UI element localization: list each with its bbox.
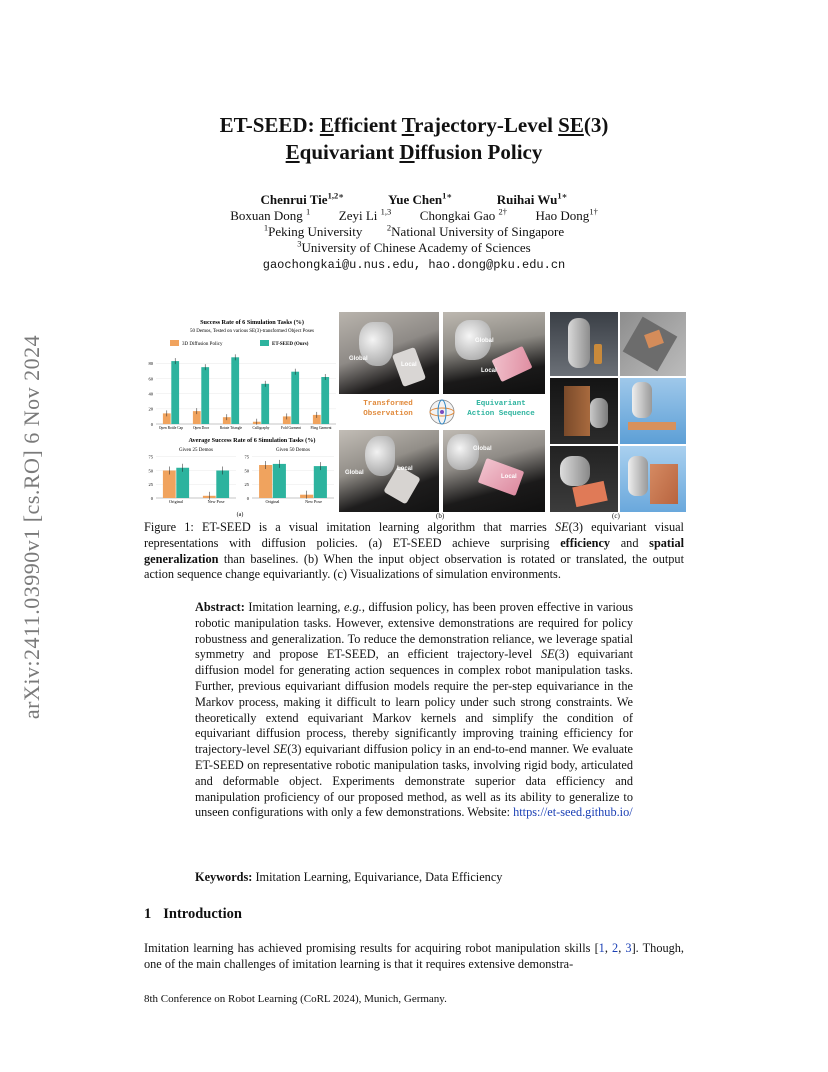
figure-1a-charts [142,312,338,520]
y-tick-label: 80 [148,361,153,367]
author-emails[interactable]: gaochongkai@u.nus.edu, hao.dong@pku.edu.cn [262,258,566,272]
y-tick-label: 0 [150,421,153,427]
bar [321,377,329,424]
bar [216,471,229,499]
paper-title-line1: ET-SEED: Efficient Trajectory-Level SE(3) [219,113,609,137]
bar [261,384,269,424]
author: Chongkai Gao [419,208,496,223]
chart-subtitle: 50 Demos, Tested on various SE(3)-transformed Object Poses [190,329,314,334]
rotation-sphere-icon [427,397,457,427]
x-tick-label: Rotate Triangle [219,426,243,430]
subchart-title: Given 50 Demos [276,448,310,453]
figure-label-a: (a) [236,512,244,518]
legend-label-dp3: 3D Diffusion Policy [182,342,223,347]
y-tick-label: 20 [148,406,153,412]
robot-shape [568,318,590,368]
garment-shape [492,346,533,382]
bar [273,464,286,498]
x-tick-label: Open Bottle Cap [158,426,184,430]
env-photo-3 [550,378,618,444]
y-tick-label: 75 [148,454,153,460]
env-photo-1 [550,312,618,376]
keywords: Keywords: Imitation Learning, Equivariance, Data Efficiency [195,870,503,884]
equivariant-action-label: Equivariant Action Sequence [467,400,535,418]
arxiv-sidebar [12,292,52,762]
bar [259,465,272,498]
bar [171,361,179,424]
equivariance-diagram [339,396,545,428]
x-tick-label: New Pose [207,499,225,504]
transformed-observation-label: Transformed Observation [363,400,413,418]
author-row-2: Boxuan Dong $^1$ Zeyi Li $^{1,3}$ Chongkai Gao $^{2\dagger}$ Hao Dong$^{1\dagger}$ [230,206,598,223]
author: Hao Dong [535,208,590,223]
y-tick-label: 40 [148,391,153,397]
photo-label-global: Global [475,338,494,344]
author-row-1: Chenrui Tie$^{1,2∗}$ Yue Chen$^{1∗}$ Ruihai $Wu^{1∗}$ [260,190,568,207]
author: Boxuan Dong [230,208,303,223]
figure-1 [142,312,687,520]
x-tick-label: Open Door [192,426,210,430]
author: Zeyi Li [338,208,378,223]
x-tick-label: Fold Garment [280,426,302,430]
x-tick-label: Fling Garment [310,426,332,430]
x-tick-label: Original [169,499,183,504]
env-photo-6 [620,446,686,512]
robot-shape [628,456,648,496]
photo-label-local: Local [481,368,497,374]
citation[interactable]: 3 [625,941,632,955]
bottle-shape [594,344,602,364]
y-tick-label: 25 [148,482,153,488]
env-photo-5 [550,446,618,512]
y-tick-label: 50 [244,468,249,474]
bar [176,468,189,498]
photo-label-global: Global [345,470,364,476]
author: Yue Chen [388,192,443,207]
chart-title: Success Rate of 6 Simulation Tasks (%) [200,319,304,326]
chart2-title: Average Success Rate of 6 Simulation Tasks (%) [188,437,316,444]
garment-shape [650,464,678,504]
paper-title-line2: Equivariant Diffusion Policy [285,140,543,164]
legend-swatch-etseed [260,340,269,346]
photo-label-local: Local [501,474,517,480]
figure-label-c: (c) [612,512,620,520]
bar [231,357,239,424]
abstract: Abstract: Imitation learning, e.g., diffusion policy, has been proven effective in various robotic manipulation tasks. However, extensive demonstrations are required for policy robustness and generalization. To reduce the demonstration reliance, we leverage spatial symmetry and propose ET-SEED, an efficient trajectory-level SE(3) equivariant diffusion model for generating action sequences in complex robot manipulation tasks. Further, previous equivariant diffusion models require the per-step equivariance in the Markov process, making it difficult to learn policy under such strong constraints. We theoretically extend equivariant Markov kernels and simplify the condition of equivariant diffusion process, thereby significantly improving training efficiency for trajectory-level SE(3) equivariant diffusion policy in an end-to-end manner. We evaluate ET-SEED on representative robotic manipulation tasks, involving rigid body, articulated and deformable object. Experiments demonstrate superior data efficiency and manipulation proficiency of our proposed method, as well as its ability to generalize to unseen configurations with only a few demonstrations. Website: https://et-seed.github.io/ [195,600,633,820]
observation-photo-2 [443,312,545,394]
observation-photo-4 [443,430,545,512]
legend-label-etseed: ET-SEED (Ours) [272,342,309,347]
bar [291,372,299,424]
y-tick-label: 75 [244,454,249,460]
y-tick-label: 0 [246,495,249,501]
brush-shape [628,422,676,430]
robot-shape [632,382,652,418]
x-tick-label: Original [265,499,280,504]
observation-photo-1 [339,312,439,394]
subchart-title: Given 25 Demos [179,448,213,453]
legend-swatch-dp3 [170,340,179,346]
citation[interactable]: 2 [612,941,619,955]
y-tick-label: 25 [244,482,249,488]
photo-label-local: Local [401,362,417,368]
robot-shape [560,456,590,486]
robot-arm-shape [447,434,479,470]
x-tick-label: New Pose [305,499,322,504]
bar [163,471,176,499]
robot-arm-shape [365,436,395,476]
section-heading: 1 Introduction [144,906,242,922]
figure-label-b: (b) [436,512,445,520]
y-tick-label: 50 [148,468,153,474]
photo-label-local: Local [397,466,413,472]
y-tick-label: 0 [150,495,153,501]
intro-paragraph: Imitation learning has achieved promising results for acquiring robot manipulation skills [1, 2, 3]. Though, one of the main challenges of imitation learning is that it requires extensive demonstra- [144,941,684,971]
abstract-label: Abstract: [195,600,245,614]
bar [201,367,209,424]
photo-label-global: Global [473,446,492,452]
citation[interactable]: 1 [598,941,605,955]
env-photo-2 [620,312,686,376]
author: Chenrui Tie [260,192,328,207]
conference-footer: 8th Conference on Robot Learning (CoRL 2024), Munich, Germany. [144,993,447,1005]
arxiv-identifier: arXiv:2411.03990v1 [cs.RO] 6 Nov 2024 [19,334,44,720]
observation-photo-3 [339,430,439,512]
author: Ruihai Wu [496,192,558,207]
website-link[interactable]: https://et-seed.github.io/ [513,805,633,820]
photo-label-global: Global [349,356,368,362]
door-shape [564,386,590,436]
x-tick-label: Calligraphy [252,426,270,430]
robot-shape [590,398,608,428]
env-photo-4 [620,378,686,444]
y-tick-label: 60 [148,376,153,382]
bar [314,466,327,498]
affiliation-3: $^3$University of Chinese Academy of Sciences [297,238,531,255]
figure-caption: Figure 1: ET-SEED is a visual imitation learning algorithm that marries SE(3) equivariant visual representations with diffusion policies. (a) ET-SEED achieve surprising efficiency and spatial generalization than baselines. (b) When the input object observation is rotated or translated, the output action sequence change equivariantly. (c) Visualizations of simulation environments. [144,520,685,582]
affiliations-row: $^1$Peking University $^2$National University of Singapore [263,222,565,239]
